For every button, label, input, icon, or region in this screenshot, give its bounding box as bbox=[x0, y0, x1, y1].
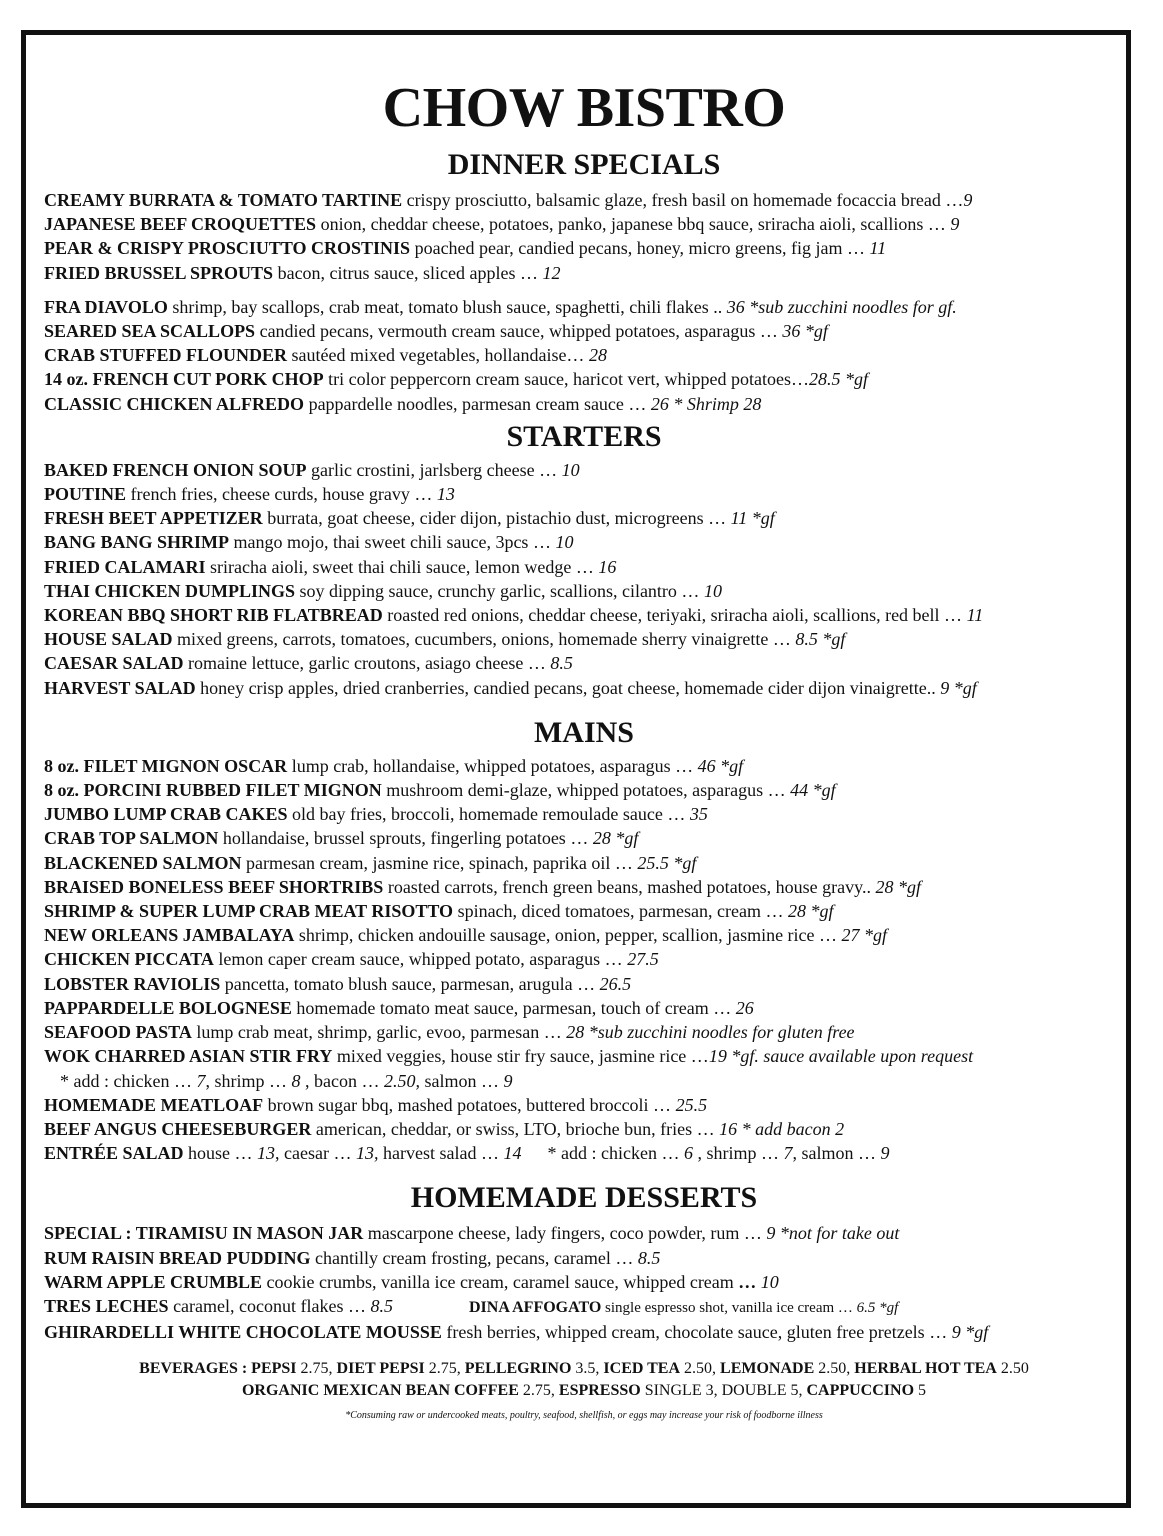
main-item bbox=[44, 996, 1124, 1020]
special-item bbox=[44, 367, 1124, 391]
item-price: 25.5 bbox=[675, 1094, 708, 1115]
item-price: 28 *gf bbox=[875, 876, 921, 897]
item-price: 28 *sub zucchini noodles for gluten free bbox=[566, 1022, 855, 1043]
dessert-item bbox=[44, 1270, 1124, 1294]
dessert-row-tres-dina: TRES LECHES caramel, coconut flakes … 8.5 DINA AFFOGATO single espresso shot, vanilla ice cream … 6.5 *gf bbox=[44, 1295, 899, 1316]
beverage-price: 2.50 bbox=[996, 1360, 1029, 1378]
special-item bbox=[44, 319, 1124, 343]
main-item bbox=[44, 875, 1124, 899]
main-item bbox=[44, 1044, 1124, 1068]
section-heading-starters: STARTERS bbox=[506, 419, 662, 453]
beverages-line-1 bbox=[44, 1358, 1124, 1380]
item-description: crispy prosciutto, balsamic glaze, fresh basil on homemade focaccia bread … bbox=[402, 190, 964, 210]
item-price: 11 *gf bbox=[730, 508, 775, 529]
beverage-name: CAPPUCCINO bbox=[806, 1382, 915, 1400]
mains-addons: * add : chicken … 7, shrimp … 8 , bacon … 2.50, salmon … 9 bbox=[60, 1070, 513, 1091]
main-item bbox=[44, 802, 1124, 826]
main-item bbox=[44, 1093, 1124, 1117]
specials-list-b bbox=[44, 295, 1124, 416]
item-name: WARM APPLE CRUMBLE bbox=[44, 1271, 263, 1292]
item-description: homemade tomato meat sauce, parmesan, touch of cream … bbox=[291, 997, 736, 1018]
item-name: HOUSE SALAD bbox=[44, 629, 173, 650]
item-description: lump crab, hollandaise, whipped potatoes, asparagus … bbox=[287, 755, 698, 776]
item-price: 44 *gf bbox=[790, 780, 836, 801]
section-heading-dinner-specials: DINNER SPECIALS bbox=[447, 148, 721, 181]
starter-item bbox=[44, 458, 1124, 482]
item-price: 35 bbox=[689, 804, 708, 825]
main-item bbox=[44, 923, 1124, 947]
item-price: 26 * Shrimp 28 bbox=[650, 393, 762, 414]
item-name: CREAMY BURRATA & TOMATO TARTINE bbox=[44, 190, 403, 210]
item-price: 27 *gf bbox=[841, 925, 888, 946]
item-name: CHICKEN PICCATA bbox=[44, 949, 214, 970]
starter-item bbox=[44, 627, 1124, 651]
item-price: 10 bbox=[703, 580, 722, 601]
item-name: BAKED FRENCH ONION SOUP bbox=[44, 459, 307, 480]
item-price: 16 bbox=[598, 556, 617, 577]
item-name: HOMEMADE MEATLOAF bbox=[44, 1094, 264, 1115]
main-item bbox=[44, 947, 1124, 971]
item-name: JUMBO LUMP CRAB CAKES bbox=[44, 804, 288, 825]
section-heading-mains: MAINS bbox=[533, 715, 634, 749]
item-name: 14 oz. FRENCH CUT PORK CHOP bbox=[44, 369, 324, 390]
special-item bbox=[44, 261, 1124, 285]
item-description: honey crisp apples, dried cranberries, candied pecans, goat cheese, homemade cider dijon vinaigrette.. bbox=[195, 677, 941, 698]
starter-item bbox=[44, 579, 1124, 603]
item-price: 11 bbox=[869, 238, 887, 259]
item-price: 28.5 *gf bbox=[808, 369, 868, 390]
beverage-name: BEVERAGES : PEPSI bbox=[139, 1360, 297, 1378]
item-name: BANG BANG SHRIMP bbox=[44, 532, 230, 553]
item-name: SEAFOOD PASTA bbox=[44, 1022, 192, 1043]
item-price: 28 bbox=[588, 345, 607, 366]
item-description: roasted red onions, cheddar cheese, teriyaki, sriracha aioli, scallions, red bell … bbox=[382, 605, 967, 626]
item-description: old bay fries, broccoli, homemade remoulade sauce … bbox=[287, 804, 690, 825]
item-name: CLASSIC CHICKEN ALFREDO bbox=[44, 393, 305, 414]
item-price: 9 bbox=[963, 190, 973, 210]
starter-item bbox=[44, 506, 1124, 530]
entree-salad: ENTRÉE SALAD house … 13, caesar … 13, harvest salad … 14 * add : chicken … 6 , shrimp … 7, salmon … 9 bbox=[44, 1143, 890, 1164]
item-description: spinach, diced tomatoes, parmesan, cream … bbox=[453, 901, 788, 922]
restaurant-title: CHOW BISTRO bbox=[382, 77, 786, 139]
beverage-name: HERBAL HOT TEA bbox=[854, 1360, 997, 1378]
item-description: hollandaise, brussel sprouts, fingerling potatoes … bbox=[218, 828, 593, 849]
item-description: american, cheddar, or swiss, LTO, brioche bun, fries … bbox=[311, 1118, 720, 1139]
item-name: CAESAR SALAD bbox=[44, 653, 184, 674]
item-description: sriracha aioli, sweet thai chili sauce, lemon wedge … bbox=[205, 556, 599, 577]
main-item bbox=[44, 851, 1124, 875]
dessert-item bbox=[44, 1221, 1124, 1245]
item-description: candied pecans, vermouth cream sauce, whipped potatoes, asparagus … bbox=[255, 321, 783, 342]
dessert-mousse: GHIRARDELLI WHITE CHOCOLATE MOUSSE fresh berries, whipped cream, chocolate sauce, gluten free pretzels … 9 *gf bbox=[44, 1322, 989, 1343]
item-description: tri color peppercorn cream sauce, haricot vert, whipped potatoes… bbox=[323, 369, 809, 390]
item-description: lemon caper cream sauce, whipped potato, asparagus … bbox=[213, 949, 628, 970]
item-description: soy dipping sauce, crunchy garlic, scallions, cilantro … bbox=[295, 580, 704, 601]
section-heading-desserts: HOMEMADE DESSERTS bbox=[410, 1181, 758, 1215]
item-dots: … bbox=[738, 1271, 757, 1292]
item-description: lump crab meat, shrimp, garlic, evoo, parmesan … bbox=[191, 1022, 567, 1043]
item-description: chantilly cream frosting, pecans, caramel … bbox=[310, 1247, 638, 1268]
main-item bbox=[44, 1117, 1124, 1141]
main-item bbox=[44, 899, 1124, 923]
beverage-name: DIET PEPSI bbox=[336, 1360, 425, 1378]
beverage-price: 2.75, bbox=[424, 1360, 465, 1378]
item-price: 27.5 bbox=[627, 949, 659, 970]
special-item bbox=[44, 392, 1124, 416]
item-price: 10 bbox=[756, 1271, 779, 1292]
dessert-item bbox=[44, 1246, 1124, 1270]
item-name: NEW ORLEANS JAMBALAYA bbox=[44, 925, 295, 946]
item-description: garlic crostini, jarlsberg cheese … bbox=[306, 459, 562, 480]
starter-item bbox=[44, 482, 1124, 506]
item-name: CRAB TOP SALMON bbox=[44, 828, 219, 849]
item-price: 11 bbox=[966, 605, 984, 626]
main-item bbox=[44, 778, 1124, 802]
item-price: 26.5 bbox=[599, 973, 632, 994]
item-name: KOREAN BBQ SHORT RIB FLATBREAD bbox=[44, 605, 383, 626]
beverage-price: 2.50, bbox=[814, 1360, 855, 1378]
item-price: 8.5 bbox=[637, 1247, 661, 1268]
item-price: 19 *gf. sauce available upon request bbox=[708, 1046, 974, 1067]
main-item bbox=[44, 1020, 1124, 1044]
item-price: 28 *gf bbox=[592, 828, 639, 849]
main-item bbox=[44, 972, 1124, 996]
item-price: 10 bbox=[555, 532, 574, 553]
item-name: PAPPARDELLE BOLOGNESE bbox=[44, 997, 292, 1018]
special-item bbox=[44, 295, 1124, 319]
item-name: RUM RAISIN BREAD PUDDING bbox=[44, 1247, 311, 1268]
item-name: 8 oz. FILET MIGNON OSCAR bbox=[44, 755, 288, 776]
item-description: burrata, goat cheese, cider dijon, pistachio dust, microgreens … bbox=[262, 508, 731, 529]
item-price: 9 *gf bbox=[940, 677, 977, 698]
item-description: mascarpone cheese, lady fingers, coco powder, rum … bbox=[363, 1223, 767, 1244]
item-name: CRAB STUFFED FLOUNDER bbox=[44, 345, 288, 366]
item-price: 36 *gf bbox=[782, 321, 828, 342]
item-price: 10 bbox=[561, 459, 580, 480]
item-name: BEEF ANGUS CHEESEBURGER bbox=[44, 1118, 312, 1139]
item-description: onion, cheddar cheese, potatoes, panko, japanese bbq sauce, sriracha aioli, scallions … bbox=[316, 214, 951, 235]
item-name: BLACKENED SALMON bbox=[44, 852, 242, 873]
item-price: 13 bbox=[436, 484, 455, 505]
starter-item bbox=[44, 530, 1124, 554]
item-name: PEAR & CRISPY PROSCIUTTO CROSTINIS bbox=[44, 238, 411, 259]
item-description: mango mojo, thai sweet chili sauce, 3pcs … bbox=[229, 532, 556, 553]
item-name: JAPANESE BEEF CROQUETTES bbox=[44, 214, 317, 235]
beverage-price: 2.75, bbox=[518, 1382, 559, 1400]
beverage-price: SINGLE 3, DOUBLE 5, bbox=[640, 1382, 807, 1400]
special-item bbox=[44, 236, 1124, 260]
beverage-price: 2.75, bbox=[296, 1360, 337, 1378]
item-description: cookie crumbs, vanilla ice cream, caramel sauce, whipped cream bbox=[262, 1271, 739, 1292]
starter-item bbox=[44, 555, 1124, 579]
item-price: 9 *not for take out bbox=[766, 1223, 900, 1244]
beverage-name: ICED TEA bbox=[603, 1360, 681, 1378]
item-name: FRA DIAVOLO bbox=[44, 296, 168, 317]
item-price: 25.5 *gf bbox=[637, 852, 697, 873]
item-description: romaine lettuce, garlic croutons, asiago cheese … bbox=[183, 653, 551, 674]
item-description: bacon, citrus sauce, sliced apples … bbox=[273, 262, 543, 283]
main-item bbox=[44, 826, 1124, 850]
special-item bbox=[44, 212, 1124, 236]
health-disclaimer: *Consuming raw or undercooked meats, poultry, seafood, shellfish, or eggs may increase your risk of foodborne illness bbox=[345, 1410, 823, 1422]
item-name: SHRIMP & SUPER LUMP CRAB MEAT RISOTTO bbox=[44, 901, 454, 922]
item-description: shrimp, bay scallops, crab meat, tomato blush sauce, spaghetti, chili flakes .. bbox=[167, 296, 727, 317]
item-description: mixed veggies, house stir fry sauce, jasmine rice … bbox=[332, 1046, 709, 1067]
item-name: WOK CHARRED ASIAN STIR FRY bbox=[44, 1046, 333, 1067]
starter-item bbox=[44, 676, 1124, 700]
beverage-price: 5 bbox=[914, 1382, 927, 1400]
beverage-name: ORGANIC MEXICAN BEAN COFFEE bbox=[241, 1382, 519, 1400]
item-name: LOBSTER RAVIOLIS bbox=[44, 973, 221, 994]
beverage-name: PELLEGRINO bbox=[464, 1360, 572, 1378]
mains-list-2 bbox=[44, 1093, 1124, 1141]
item-name: FRIED CALAMARI bbox=[44, 556, 206, 577]
item-description: brown sugar bbq, mashed potatoes, buttered broccoli … bbox=[263, 1094, 676, 1115]
item-price: 26 bbox=[735, 997, 754, 1018]
item-description: roasted carrots, french green beans, mashed potatoes, house gravy.. bbox=[383, 876, 876, 897]
specials-list-a bbox=[44, 188, 1124, 285]
item-price: 28 *gf bbox=[787, 901, 834, 922]
item-name: FRESH BEET APPETIZER bbox=[44, 508, 263, 529]
beverage-name: LEMONADE bbox=[720, 1360, 815, 1378]
item-price: 46 *gf bbox=[697, 755, 744, 776]
item-description: mushroom demi-glaze, whipped potatoes, asparagus … bbox=[381, 780, 791, 801]
beverage-name: ESPRESSO bbox=[558, 1382, 641, 1400]
item-description: mixed greens, carrots, tomatoes, cucumbers, onions, homemade sherry vinaigrette … bbox=[172, 629, 796, 650]
main-item bbox=[44, 754, 1124, 778]
item-price: 8.5 bbox=[550, 653, 573, 674]
starter-item bbox=[44, 603, 1124, 627]
item-description: shrimp, chicken andouille sausage, onion, pepper, scallion, jasmine rice … bbox=[294, 925, 842, 946]
item-name: SPECIAL : TIRAMISU IN MASON JAR bbox=[44, 1223, 364, 1244]
item-description: pancetta, tomato blush sauce, parmesan, arugula … bbox=[220, 973, 600, 994]
item-name: 8 oz. PORCINI RUBBED FILET MIGNON bbox=[44, 780, 382, 801]
item-description: poached pear, candied pecans, honey, micro greens, fig jam … bbox=[410, 238, 870, 259]
item-description: french fries, cheese curds, house gravy … bbox=[126, 484, 437, 505]
item-description: parmesan cream, jasmine rice, spinach, paprika oil … bbox=[241, 852, 638, 873]
item-description: pappardelle noodles, parmesan cream sauce … bbox=[304, 393, 651, 414]
desserts-list bbox=[44, 1221, 1124, 1294]
starter-item bbox=[44, 651, 1124, 675]
item-name: THAI CHICKEN DUMPLINGS bbox=[44, 580, 296, 601]
item-name: POUTINE bbox=[44, 484, 127, 505]
starters-list bbox=[44, 458, 1124, 700]
mains-list bbox=[44, 754, 1124, 1069]
item-name: SEARED SEA SCALLOPS bbox=[44, 321, 256, 342]
item-name: HARVEST SALAD bbox=[44, 677, 196, 698]
item-name: FRIED BRUSSEL SPROUTS bbox=[44, 262, 274, 283]
item-price: 9 bbox=[950, 214, 960, 235]
item-price: 36 *sub zucchini noodles for gf. bbox=[726, 296, 957, 317]
beverage-price: 2.50, bbox=[680, 1360, 721, 1378]
item-price: 16 * add bacon 2 bbox=[719, 1118, 845, 1139]
beverage-price: 3.5, bbox=[571, 1360, 604, 1378]
beverages-line-2 bbox=[44, 1380, 1124, 1402]
item-price: 12 bbox=[542, 262, 561, 283]
menu-content bbox=[44, 78, 1124, 1421]
item-description: sautéed mixed vegetables, hollandaise… bbox=[287, 345, 589, 366]
item-name: BRAISED BONELESS BEEF SHORTRIBS bbox=[44, 876, 384, 897]
special-item bbox=[44, 343, 1124, 367]
item-price: 8.5 *gf bbox=[795, 629, 846, 650]
special-item bbox=[44, 188, 1124, 212]
